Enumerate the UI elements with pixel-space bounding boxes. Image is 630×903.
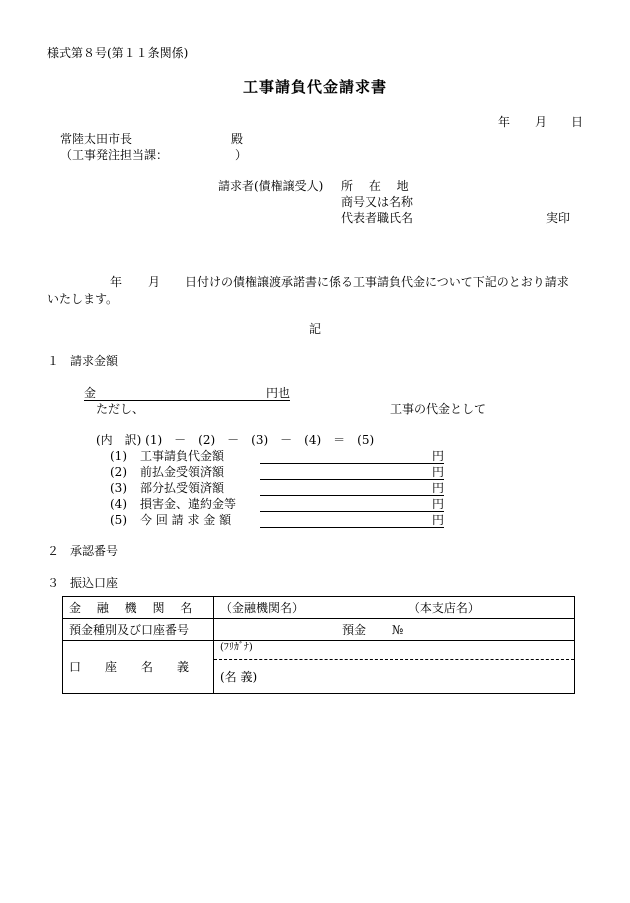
date-year: 年 <box>498 115 511 129</box>
item-amount-line <box>260 450 444 464</box>
ki-heading: 記 <box>308 322 321 336</box>
bank-row <box>63 597 575 619</box>
item-yen: 円 <box>432 465 445 479</box>
item-amount-line <box>260 466 444 480</box>
deposit-label: 預金種別及び口座番号 <box>63 619 214 641</box>
date-day: 日 <box>571 115 584 129</box>
section3-heading: 振込口座 <box>70 576 119 590</box>
item-amount-line <box>260 514 444 528</box>
section3-number: ３ <box>47 576 60 590</box>
claimant-address-label: 所 在 地 <box>341 179 409 193</box>
body-text: 日付けの債権譲渡承諾書に係る工事請負代金について下記のとおり請求 <box>185 275 569 289</box>
holder-kana-label: (ﾌﾘｶﾞﾅ) <box>220 642 253 653</box>
tadashi-label: ただし、 <box>96 402 145 416</box>
amount-line <box>84 387 290 401</box>
date-month: 月 <box>535 115 548 129</box>
item-yen: 円 <box>432 449 445 463</box>
item-label: 今 回 請 求 金 額 <box>140 513 232 527</box>
section2-heading: 承認番号 <box>70 544 119 558</box>
item-label: 工事請負代金額 <box>140 449 225 463</box>
item-yen: 円 <box>432 513 445 527</box>
addressee-honorific: 殿 <box>231 132 244 146</box>
item-number: (2) <box>110 465 127 479</box>
body-month: 月 <box>148 275 161 289</box>
dept-close: ） <box>235 148 248 162</box>
deposit-type-label: 預金 <box>342 622 367 637</box>
item-amount-line <box>260 482 444 496</box>
dept-label: （工事発注担当課： <box>60 148 169 162</box>
item-number: (5) <box>110 513 127 527</box>
item-label: 損害金、違約金等 <box>140 497 237 511</box>
item-amount-line <box>260 498 444 512</box>
section1-heading: 請求金額 <box>70 354 119 368</box>
item-number: (3) <box>110 481 127 495</box>
section2-number: ２ <box>47 544 60 558</box>
holder-row <box>63 641 575 694</box>
holder-cell <box>214 641 575 694</box>
section1-number: １ <box>47 354 60 368</box>
breakdown-formula: (内 訳) (1) － (2) － (3) － (4) ＝ (5) <box>96 433 375 447</box>
account-table <box>62 596 575 694</box>
branch-name-label: （本支店名） <box>407 600 480 615</box>
enya-label: 円也 <box>266 386 291 400</box>
addressee-name: 常陸太田市長 <box>60 132 133 146</box>
item-number: (4) <box>110 497 127 511</box>
claimant-label: 請求者(債権譲受人) <box>218 179 324 193</box>
seal-label: 実印 <box>546 211 571 225</box>
body-year: 年 <box>110 275 123 289</box>
kin-label: 金 <box>84 386 97 400</box>
bank-name-label: （金融機関名） <box>220 600 305 615</box>
item-label: 部分払受領済額 <box>140 481 225 495</box>
item-label: 前払金受領済額 <box>140 465 225 479</box>
body-text-cont: いたします。 <box>47 292 119 306</box>
bank-label: 金 融 機 関 名 <box>63 597 214 619</box>
holder-name-label: (名 義) <box>214 659 574 693</box>
item-yen: 円 <box>432 481 445 495</box>
purpose-label: 工事の代金として <box>390 402 487 416</box>
claimant-representative-label: 代表者職氏名 <box>341 211 414 225</box>
form-number: 様式第８号(第１１条関係) <box>47 46 189 60</box>
holder-label: 口 座 名 義 <box>63 641 214 694</box>
item-number: (1) <box>110 449 127 463</box>
deposit-cell <box>214 619 575 641</box>
deposit-row <box>63 619 575 641</box>
account-number-label: № <box>391 622 404 637</box>
bank-cell <box>214 597 575 619</box>
claimant-company-label: 商号又は名称 <box>341 195 414 209</box>
document-title: 工事請負代金請求書 <box>242 78 387 96</box>
item-yen: 円 <box>432 497 445 511</box>
